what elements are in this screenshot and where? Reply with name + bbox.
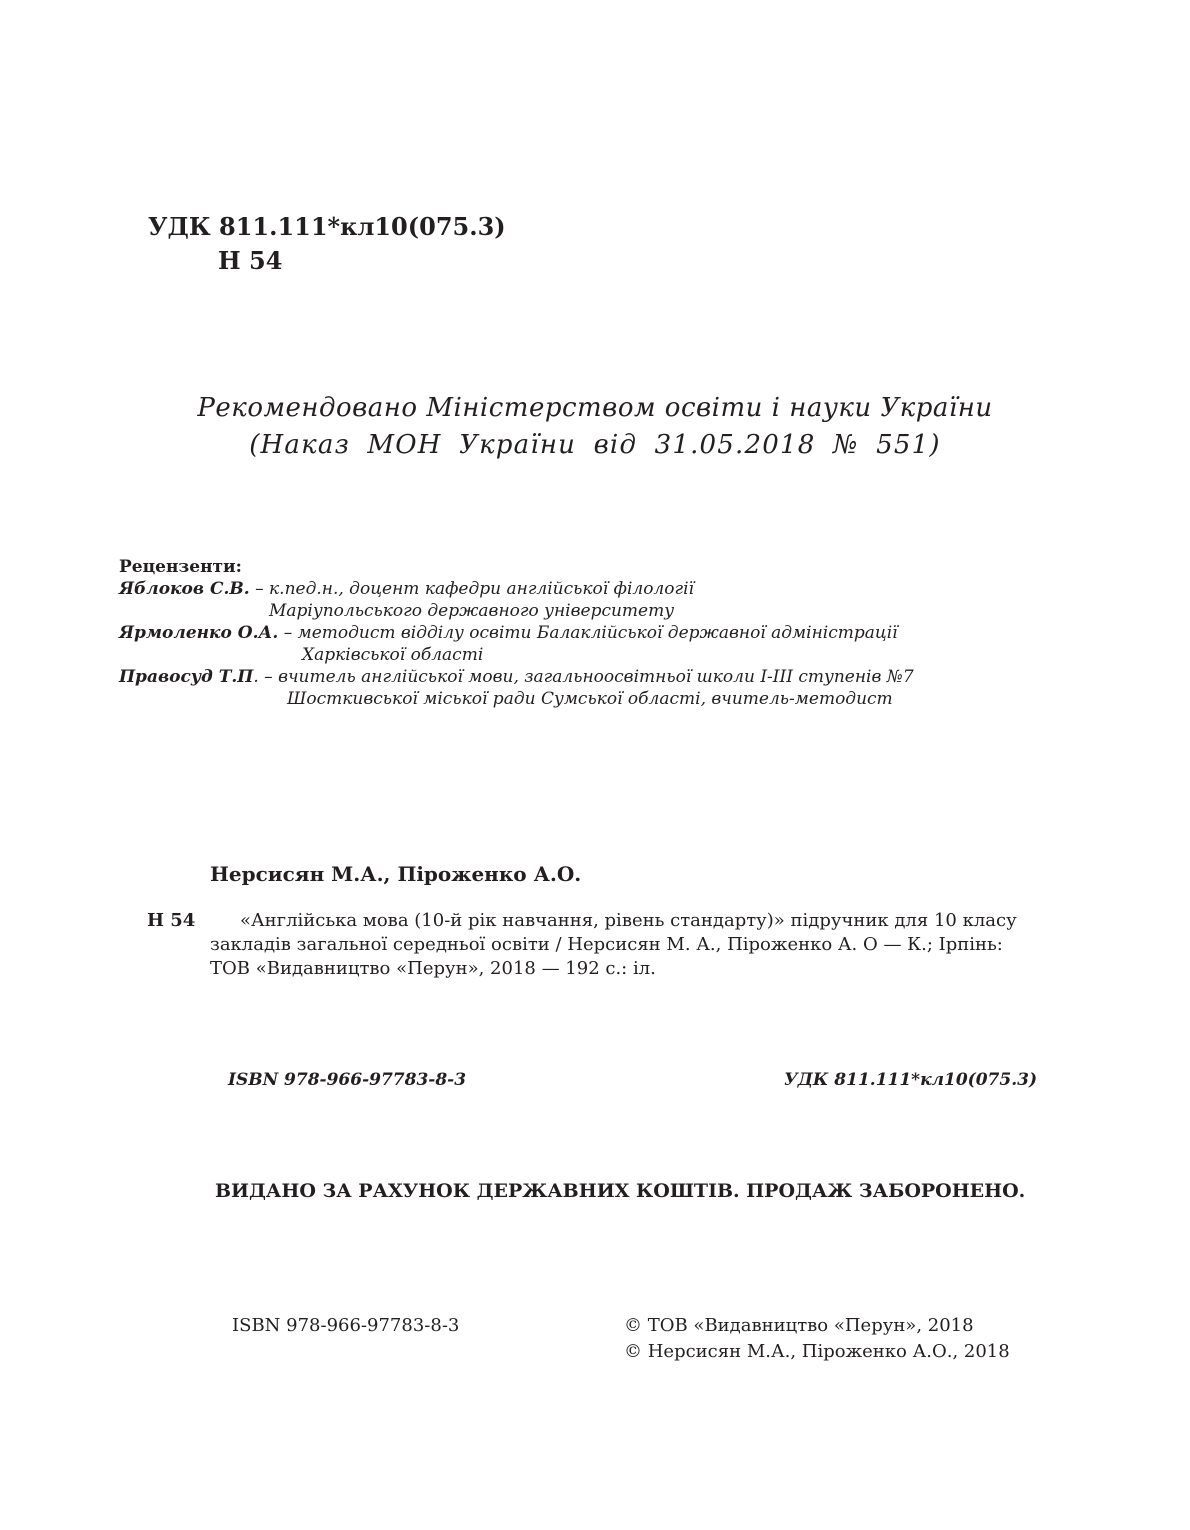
- reviewer-name: Правосуд Т.П: [119, 667, 254, 687]
- footer-isbn: ISBN 978-966-97783-8-3: [232, 1315, 460, 1336]
- reviewers-heading: Рецензенти:: [119, 557, 242, 577]
- catalog-code: Н 54: [218, 246, 283, 275]
- order-line: (Наказ МОН України від 31.05.2018 № 551): [249, 430, 941, 460]
- description-line: закладів загальної середньої освіти / Нерсисян М. А., Піроженко А. О — К.; Ірпінь:: [210, 934, 1003, 955]
- reviewer-name: Яблоков С.В.: [119, 579, 250, 599]
- copyright-line: © Нерсисян М.А., Піроженко А.О., 2018: [624, 1341, 1010, 1362]
- ministry-recommendation: [0, 390, 1190, 464]
- udk-code: УДК 811.111*кл10(075.3): [148, 212, 506, 241]
- book-catalog-code: Н 54: [147, 910, 196, 931]
- reviewer-description: . – вчитель англійської мови, загальноосвітньої школи І-ІІІ ступенів №7: [253, 667, 914, 687]
- bibliographic-description: [210, 909, 1017, 981]
- reviewer-affiliation: Харківської області: [302, 645, 484, 665]
- copyright-block: [624, 1313, 1010, 1365]
- book-authors: Нерсисян М.А., Піроженко А.О.: [210, 862, 582, 886]
- udk-header: [148, 210, 506, 278]
- reviewer-affiliation: Маріупольського державного університету: [269, 601, 675, 621]
- reviewer-name: Ярмоленко О.А.: [119, 623, 279, 643]
- description-line: «Англійська мова (10-й рік навчання, рівень стандарту)» підручник для 10 класу: [240, 910, 1017, 931]
- reviewer-description: – методист відділу освіти Балаклійської державної адміністрації: [278, 623, 898, 643]
- catalog-isbn: ISBN 978-966-97783-8-3: [228, 1070, 467, 1090]
- reviewer-affiliation: Шосткивської міської ради Сумської області, вчитель-методист: [287, 689, 893, 709]
- reviewer-description: – к.пед.н., доцент кафедри англійської філології: [249, 579, 694, 599]
- catalog-udk: УДК 811.111*кл10(075.3): [784, 1070, 1037, 1090]
- recommendation-line: Рекомендовано Міністерством освіти і науки України: [197, 393, 993, 423]
- state-funded-notice: ВИДАНО ЗА РАХУНОК ДЕРЖАВНИХ КОШТІВ. ПРОДАЖ ЗАБОРОНЕНО.: [215, 1180, 1026, 1202]
- description-line: ТОВ «Видавництво «Перун», 2018 — 192 с.: іл.: [210, 958, 656, 979]
- reviewer-entry: [119, 578, 914, 600]
- copyright-line: © ТОВ «Видавництво «Перун», 2018: [624, 1315, 974, 1336]
- reviewers-block: [119, 556, 914, 710]
- reviewer-entry: [119, 666, 914, 688]
- reviewer-entry: [119, 622, 914, 644]
